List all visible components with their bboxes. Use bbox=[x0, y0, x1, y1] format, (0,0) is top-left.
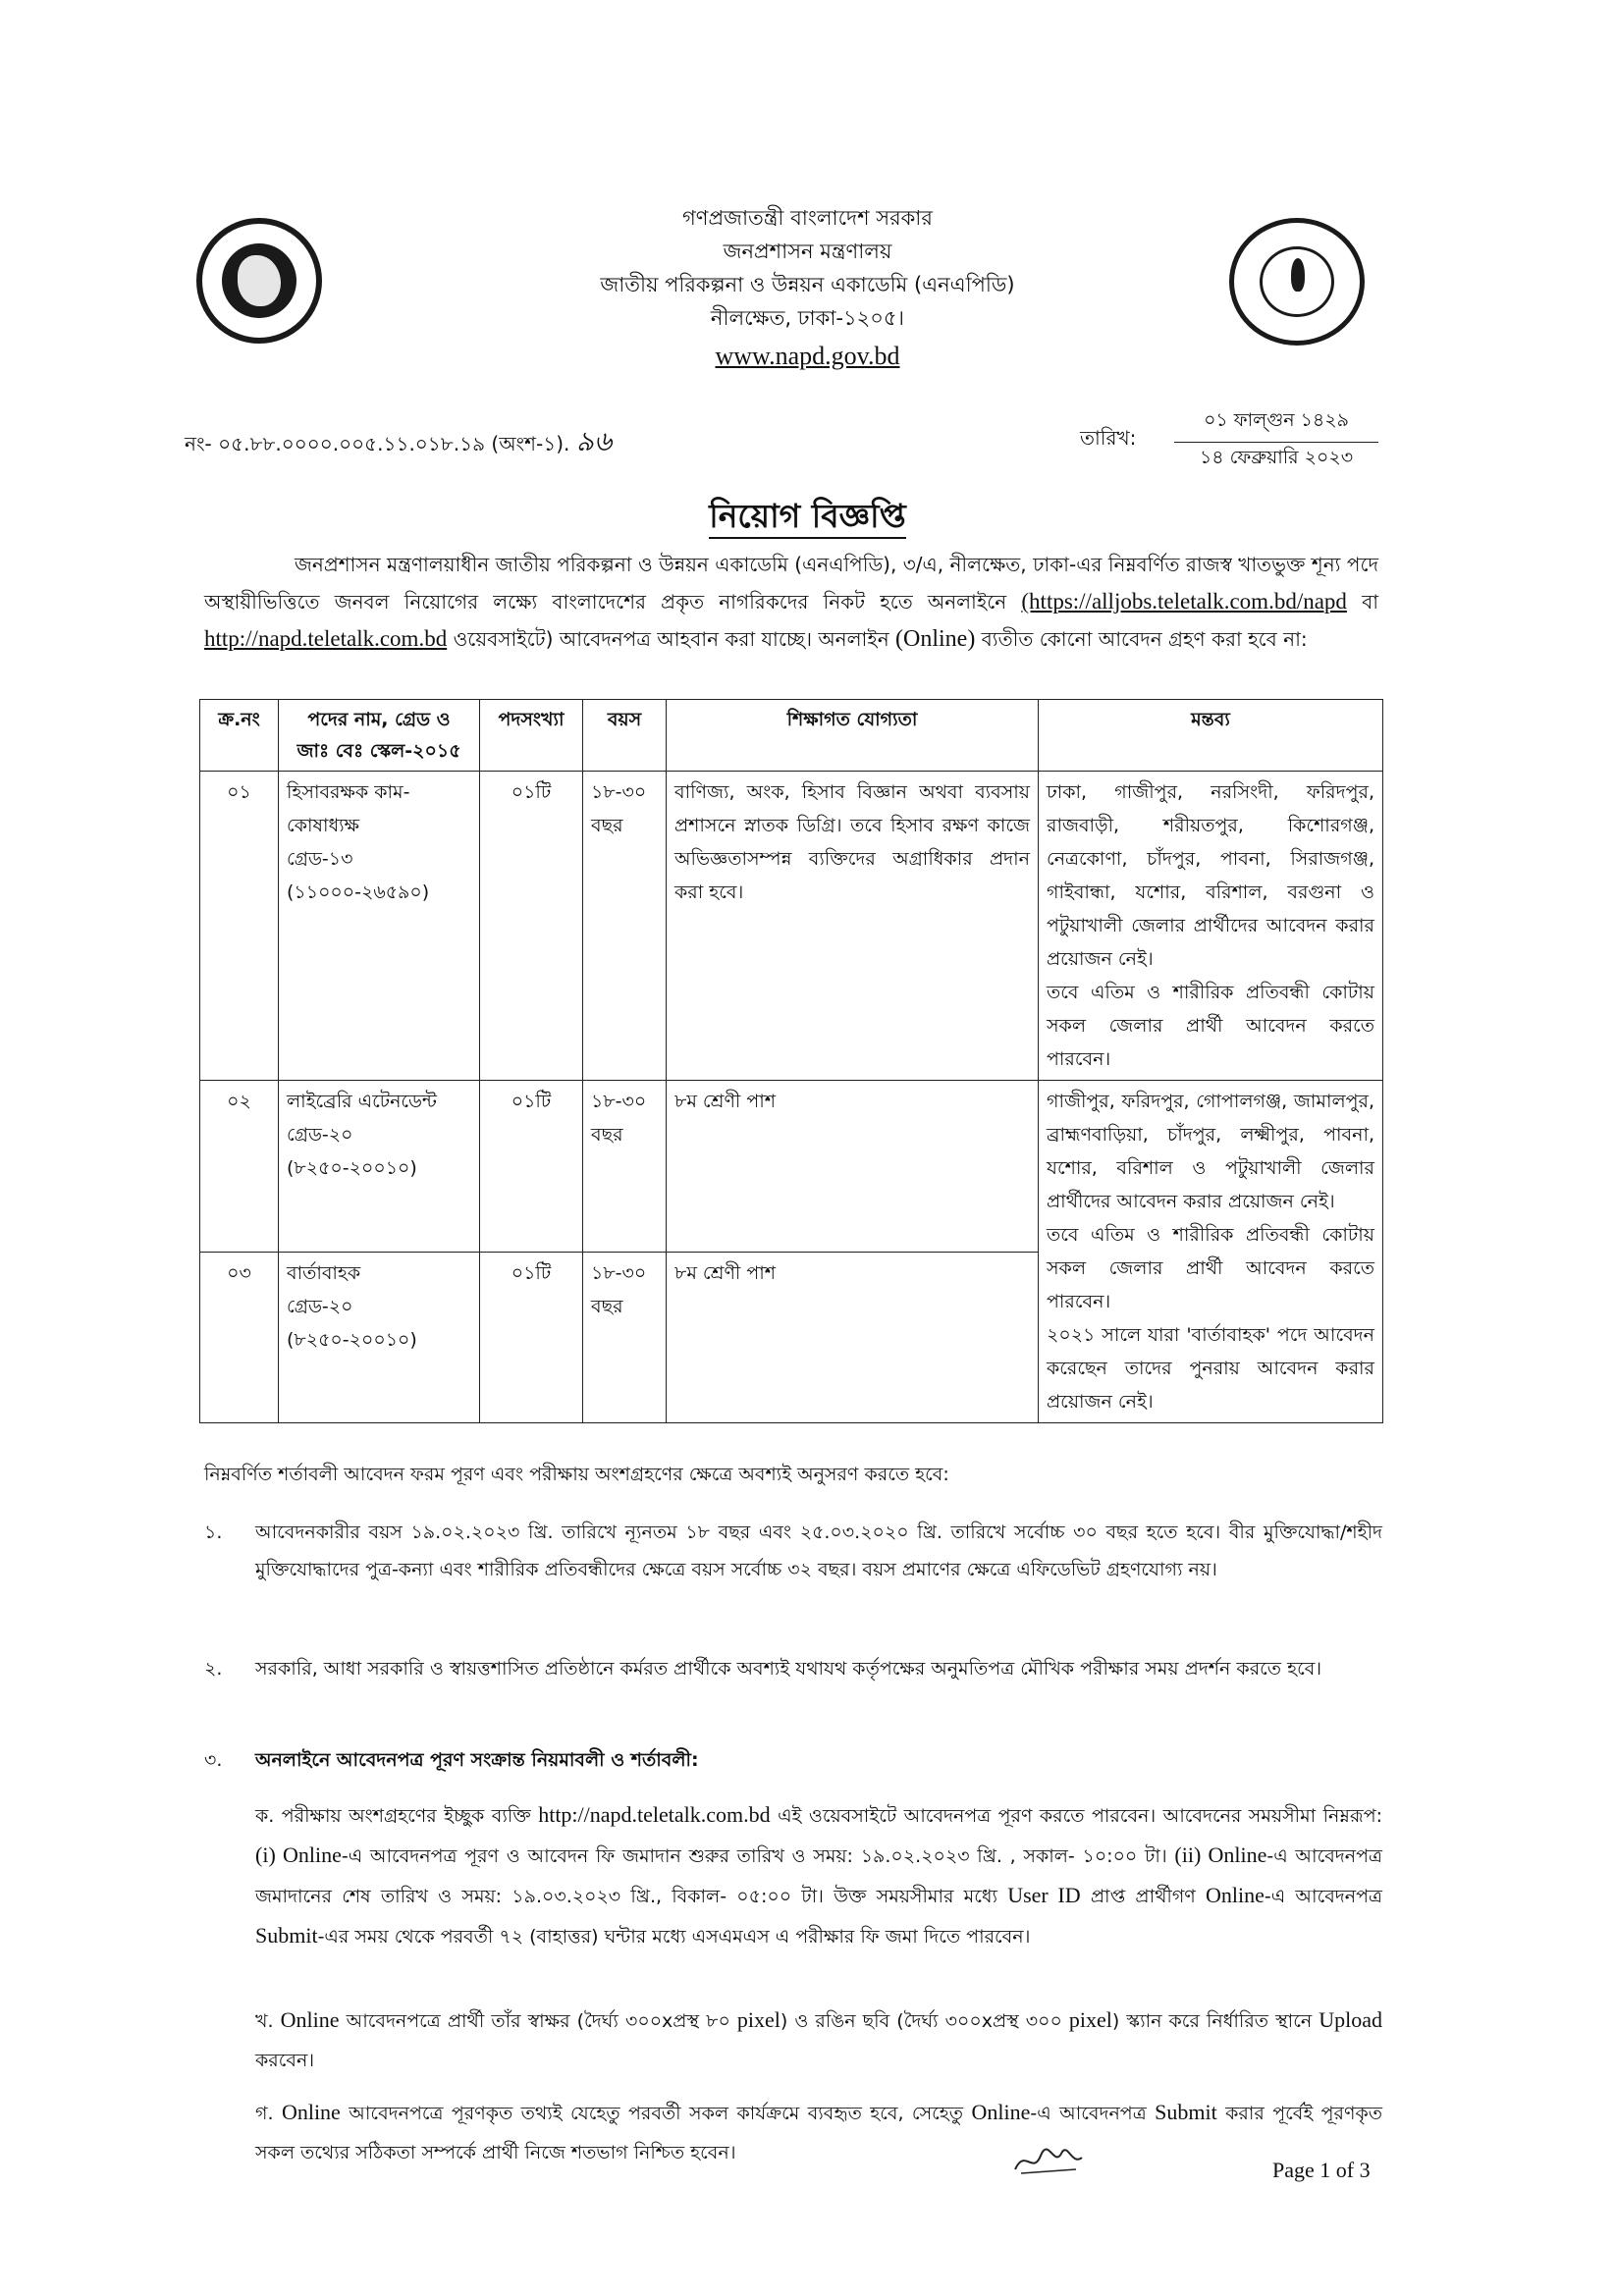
header-website-link[interactable]: www.napd.gov.bd bbox=[715, 342, 900, 370]
header-academy: জাতীয় পরিকল্পনা ও উন্নয়ন একাডেমি (এনএপিডি) bbox=[600, 273, 1015, 296]
memo-number-handwritten: ৯৬ bbox=[575, 425, 613, 457]
vacancy-table bbox=[199, 699, 1383, 1423]
condition-3-title: অনলাইনে আবেদনপত্র পূরণ সংক্রান্ত নিয়মাবলী ও শর্তাবলী: bbox=[255, 1749, 699, 1771]
header-age: বয়স bbox=[583, 700, 667, 772]
header-post: পদের নাম, গ্রেড ও জাঃ বেঃ স্কেল-২০১৫ bbox=[279, 700, 480, 772]
header-government: গণপ্রজাতন্ত্রী বাংলাদেশ সরকার bbox=[682, 206, 933, 230]
header-education: শিক্ষাগত যোগ্যতা bbox=[667, 700, 1039, 772]
condition-1-number: ১. bbox=[204, 1522, 223, 1543]
date-bangla: ০১ ফাল্গুন ১৪২৯ bbox=[1174, 406, 1378, 443]
table-row: ০২ লাইব্রেরি এটেনডেন্ট গ্রেড-২০ (৮২৫০-২০০১০) ০১টি ১৮-৩০ বছর ৮ম শ্রেণী পাশ গাজীপুর, ফরিদপুর, গোপালগঞ্জ, জামালপুর, ব্রাহ্মণবাড়িয়া, চাঁদপুর, লক্ষ্মীপুর, পাবনা, যশোর, বরিশাল ও পটুয়াখালী জেলার প্রার্থীদের আবেদন করার প্রয়োজন নেই। তবে এতিম ও শারীরিক প্রতিবন্ধী কোটায় সকল জেলার প্রার্থী আবেদন করতে পারবেন। ২০২১ সালে যারা 'বার্তাবাহক' পদে আবেদন করেছেন তাদের পুনরায় আবেদন করার প্রয়োজন নেই। bbox=[200, 1081, 1383, 1253]
letterhead bbox=[0, 201, 1615, 378]
header-address: নীলক্ষেত, ঢাকা-১২০৫। bbox=[710, 306, 905, 330]
condition-3-ga: গ. Online আবেদনপত্রে পূরণকৃত তথ্যই যেহেতু পরবর্তী সকল কার্যক্রমে ব্যবহৃত হবে, সেহেতু Online-এ আবেদনপত্র Submit করার পূর্বেই পূরণকৃত সকল তথ্যের সঠিকতা সম্পর্কে প্রার্থী নিজে শতভাগ নিশ্চিত হবেন। bbox=[255, 2100, 1383, 2163]
page-title: নিয়োগ বিজ্ঞপ্তি bbox=[0, 491, 1615, 546]
napd-teletalk-url[interactable]: http://napd.teletalk.com.bd bbox=[538, 1802, 771, 1827]
table-header-row bbox=[200, 700, 1383, 772]
intro-paragraph: জনপ্রশাসন মন্ত্রণালয়াধীন জাতীয় পরিকল্পনা ও উন্নয়ন একাডেমি (এনএপিডি), ৩/এ, নীলক্ষেত, ঢাকা-এর নিম্নবর্ণিত রাজস্ব খাতভুক্ত শূন্য পদে অস্থায়ীভিত্তিতে জনবল নিয়োগের লক্ষ্যে বাংলাদেশের প্রকৃত নাগরিকদের নিকট হতে অনলাইনে (https://alljobs.teletalk.com.bd/napd বা http://napd.teletalk.com.bd ওয়েবসাইটে) আবেদনপত্র আহবান করা যাচ্ছে। অনলাইন (Online) ব্যতীত কোনো আবেদন গ্রহণ করা হবে না: bbox=[204, 553, 1379, 652]
page-number: Page 1 of 3 bbox=[1272, 2158, 1371, 2182]
header-count: পদসংখ্যা bbox=[480, 700, 583, 772]
memo-number bbox=[185, 420, 612, 466]
header-sl: ক্র.নং bbox=[200, 700, 279, 772]
date-label: তারিখ: bbox=[1080, 426, 1137, 450]
alljobs-link[interactable]: (https://alljobs.teletalk.com.bd/napd bbox=[1021, 589, 1347, 614]
signature-icon bbox=[1011, 2140, 1086, 2179]
condition-2-number: ২. bbox=[204, 1658, 223, 1680]
table-row: ০১ হিসাবরক্ষক কাম- কোষাধ্যক্ষ গ্রেড-১৩ (১১০০০-২৬৫৯০) ০১টি ১৮-৩০ বছর বাণিজ্য, অংক, হিসাব বিজ্ঞান অথবা ব্যবসায় প্রশাসনে স্নাতক ডিগ্রি। তবে হিসাব রক্ষণ কাজে অভিজ্ঞতাসম্পন্ন ব্যক্তিদের অগ্রাধিকার প্রদান করা হবে। ঢাকা, গাজীপুর, নরসিংদী, ফরিদপুর, রাজবাড়ী, শরীয়তপুর, কিশোরগঞ্জ, নেত্রকোণা, চাঁদপুর, পাবনা, সিরাজগঞ্জ, গাইবান্ধা, যশোর, বরিশাল, বরগুনা ও পটুয়াখালী জেলার প্রার্থীদের আবেদন করার প্রয়োজন নেই। তবে এতিম ও শারীরিক প্রতিবন্ধী কোটায় সকল জেলার প্রার্থী আবেদন করতে পারবেন। bbox=[200, 772, 1383, 1081]
condition-3-kha: খ. Online আবেদনপত্রে প্রার্থী তাঁর স্বাক্ষর (দৈর্ঘ্য ৩০০xপ্রস্থ ৮০ pixel) ও রঙিন ছবি (দৈর্ঘ্য ৩০০xপ্রস্থ ৩০০ pixel) স্ক্যান করে নির্ধারিত স্থানে Upload করবেন। bbox=[255, 2007, 1383, 2071]
header-ministry: জনপ্রশাসন মন্ত্রণালয় bbox=[723, 240, 892, 263]
memo-number-text: নং- ০৫.৮৮.০০০০.০০৫.১১.০১৮.১৯ (অংশ-১). bbox=[185, 432, 570, 455]
shared-remarks: গাজীপুর, ফরিদপুর, গোপালগঞ্জ, জামালপুর, ব্রাহ্মণবাড়িয়া, চাঁদপুর, লক্ষ্মীপুর, পাবনা, যশোর, বরিশাল ও পটুয়াখালী জেলার প্রার্থীদের আবেদন করার প্রয়োজন নেই। তবে এতিম ও শারীরিক প্রতিবন্ধী কোটায় সকল জেলার প্রার্থী আবেদন করতে পারবেন। ২০২১ সালে যারা 'বার্তাবাহক' পদে আবেদন করেছেন তাদের পুনরায় আবেদন করার প্রয়োজন নেই। bbox=[1039, 1081, 1383, 1423]
table-row: ০৩ বার্তাবাহক গ্রেড-২০ (৮২৫০-২০০১০) ০১টি ১৮-৩০ বছর ৮ম শ্রেণী পাশ bbox=[200, 1252, 1383, 1423]
condition-3-ka: ক. পরীক্ষায় অংশগ্রহণের ইচ্ছুক ব্যক্তি http://napd.teletalk.com.bd এই ওয়েবসাইটে আবেদনপত্র পূরণ করতে পারবেন। আবেদনের সময়সীমা নিম্নরূপ: (i) Online-এ আবেদনপত্র পূরণ ও আবেদন ফি জমাদান শুরুর তারিখ ও সময়: ১৯.০২.২০২৩ খ্রি. , সকাল- ১০:০০ টা। (ii) Online-এ আবেদনপত্র জমাদানের শেষ তারিখ ও সময়: ১৯.০৩.২০২৩ খ্রি., বিকাল- ০৫:০০ টা। উক্ত সময়সীমার মধ্যে User ID প্রাপ্ত প্রার্থীগণ Online-এ আবেদনপত্র Submit-এর সময় থেকে পরবর্তী ৭২ (বাহাত্তর) ঘন্টার মধ্যে এসএমএস এ পরীক্ষার ফি জমা দিতে পারবেন। bbox=[255, 1802, 1382, 1948]
condition-1: আবেদনকারীর বয়স ১৯.০২.২০২৩ খ্রি. তারিখে ন্যূনতম ১৮ বছর এবং ২৫.০৩.২০২০ খ্রি. তারিখে সর্বোচ্চ ৩০ বছর হতে হবে। বীর মুক্তিযোদ্ধা/শহীদ মুক্তিযোদ্ধাদের পুত্র-কন্যা এবং শারীরিক প্রতিবন্ধীদের ক্ষেত্রে বয়স সর্বোচ্চ ৩২ বছর। বয়স প্রমাণের ক্ষেত্রে এফিডেভিট গ্রহণযোগ্য নয়। bbox=[255, 1522, 1382, 1580]
conditions-lead: নিম্নবর্ণিত শর্তাবলী আবেদন ফরম পূরণ এবং পরীক্ষায় অংশগ্রহণের ক্ষেত্রে অবশ্যই অনুসরণ করতে হবে: bbox=[204, 1464, 949, 1485]
condition-2: সরকারি, আধা সরকারি ও স্বায়ত্তশাসিত প্রতিষ্ঠানে কর্মরত প্রার্থীকে অবশ্যই যথাযথ কর্তৃপক্ষের অনুমতিপত্র মৌখিক পরীক্ষার সময় প্রদর্শন করতে হবে। bbox=[255, 1658, 1322, 1680]
condition-3-number: ৩. bbox=[204, 1749, 223, 1771]
date-english: ১৪ ফেব্রুয়ারি ২০২৩ bbox=[1199, 447, 1354, 468]
teletalk-link[interactable]: http://napd.teletalk.com.bd bbox=[204, 626, 448, 651]
header-remarks: মন্তব্য bbox=[1039, 700, 1383, 772]
